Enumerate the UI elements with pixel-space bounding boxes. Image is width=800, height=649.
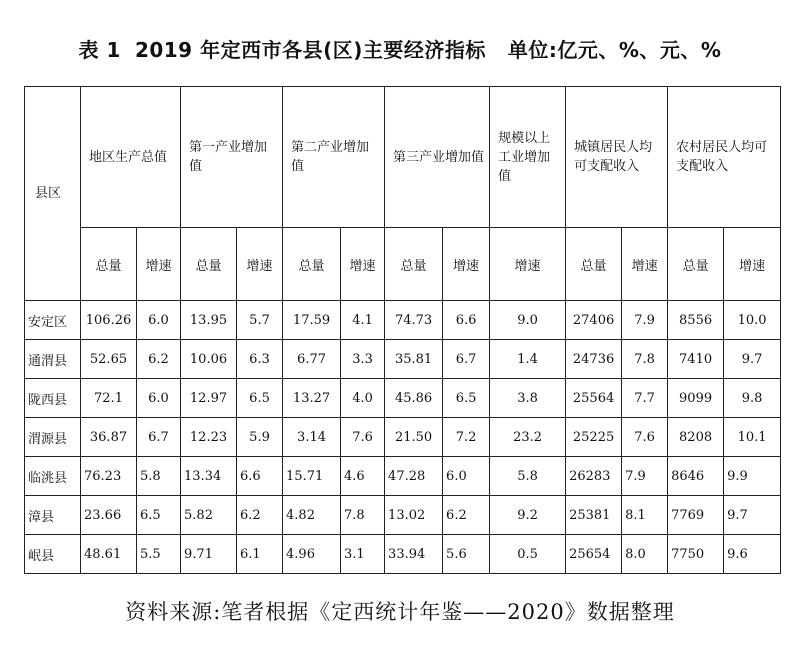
value-cell: 9.6 [724,535,781,574]
value-cell: 4.96 [283,535,341,574]
value-cell: 9.7 [724,496,781,535]
sub-header-total: 总量 [385,228,443,301]
value-cell: 3.3 [341,340,385,379]
value-cell: 7769 [668,496,724,535]
table-row [25,379,781,418]
value-cell: 7.9 [622,301,668,340]
value-cell: 9.8 [724,379,781,418]
header-row-sub [25,228,781,301]
value-cell: 6.3 [237,340,283,379]
value-cell: 15.71 [283,457,341,496]
value-cell: 36.87 [81,418,137,457]
value-cell: 45.86 [385,379,443,418]
value-cell: 6.5 [443,379,490,418]
value-cell: 7.6 [341,418,385,457]
value-cell: 13.34 [181,457,237,496]
table-row [25,496,781,535]
value-cell: 12.97 [181,379,237,418]
header-row-groups [25,87,781,228]
value-cell: 9.71 [181,535,237,574]
sub-header-growth: 增速 [137,228,181,301]
value-cell: 6.2 [443,496,490,535]
value-cell: 1.4 [490,340,566,379]
county-cell: 陇西县 [25,379,81,418]
value-cell: 9.0 [490,301,566,340]
value-cell: 25564 [566,379,622,418]
value-cell: 6.2 [237,496,283,535]
value-cell: 35.81 [385,340,443,379]
value-cell: 3.14 [283,418,341,457]
table-number: 表 1 [78,38,121,62]
value-cell: 10.06 [181,340,237,379]
economic-indicators-table [24,86,781,574]
value-cell: 8208 [668,418,724,457]
value-cell: 7.8 [341,496,385,535]
value-cell: 17.59 [283,301,341,340]
value-cell: 9.2 [490,496,566,535]
group-header-rural-income: 农村居民人均可支配收入 [668,87,781,228]
value-cell: 6.7 [443,340,490,379]
value-cell: 27406 [566,301,622,340]
value-cell: 4.6 [341,457,385,496]
county-cell: 岷县 [25,535,81,574]
group-header-gdp: 地区生产总值 [81,87,181,228]
value-cell: 8646 [668,457,724,496]
table-title [0,34,800,63]
county-cell: 漳县 [25,496,81,535]
county-cell: 安定区 [25,301,81,340]
value-cell: 6.0 [443,457,490,496]
value-cell: 5.7 [237,301,283,340]
sub-header-growth: 增速 [622,228,668,301]
sub-header-growth: 增速 [443,228,490,301]
sub-header-total: 总量 [668,228,724,301]
group-header-tertiary: 第三产业增加值 [385,87,490,228]
value-cell: 4.0 [341,379,385,418]
value-cell: 7410 [668,340,724,379]
sub-header-growth: 增速 [341,228,385,301]
value-cell: 7.6 [622,418,668,457]
value-cell: 4.1 [341,301,385,340]
value-cell: 5.6 [443,535,490,574]
county-cell: 渭源县 [25,418,81,457]
value-cell: 6.7 [137,418,181,457]
table-body [25,301,781,574]
value-cell: 13.02 [385,496,443,535]
sub-header-growth: 增速 [490,228,566,301]
group-header-primary: 第一产业增加值 [181,87,283,228]
value-cell: 13.95 [181,301,237,340]
source-note: 资料来源:笔者根据《定西统计年鉴——2020》数据整理 [125,600,675,624]
value-cell: 76.23 [81,457,137,496]
value-cell: 33.94 [385,535,443,574]
value-cell: 7.8 [622,340,668,379]
value-cell: 5.8 [490,457,566,496]
value-cell: 7.9 [622,457,668,496]
sub-header-total: 总量 [181,228,237,301]
value-cell: 23.2 [490,418,566,457]
value-cell: 26283 [566,457,622,496]
value-cell: 25381 [566,496,622,535]
group-header-secondary: 第二产业增加值 [283,87,385,228]
value-cell: 23.66 [81,496,137,535]
value-cell: 25225 [566,418,622,457]
value-cell: 8556 [668,301,724,340]
value-cell: 4.82 [283,496,341,535]
sub-header-growth: 增速 [724,228,781,301]
table-row [25,535,781,574]
value-cell: 10.0 [724,301,781,340]
value-cell: 6.0 [137,379,181,418]
value-cell: 6.5 [237,379,283,418]
value-cell: 72.1 [81,379,137,418]
value-cell: 5.8 [137,457,181,496]
table-unit: 单位:亿元、%、元、% [507,38,722,62]
value-cell: 6.2 [137,340,181,379]
value-cell: 7750 [668,535,724,574]
value-cell: 8.1 [622,496,668,535]
value-cell: 13.27 [283,379,341,418]
county-cell: 临洮县 [25,457,81,496]
value-cell: 6.1 [237,535,283,574]
value-cell: 9.7 [724,340,781,379]
value-cell: 12.23 [181,418,237,457]
value-cell: 10.1 [724,418,781,457]
value-cell: 5.82 [181,496,237,535]
value-cell: 7.7 [622,379,668,418]
value-cell: 5.5 [137,535,181,574]
table-row [25,340,781,379]
group-header-urban-income: 城镇居民人均可支配收入 [566,87,668,228]
sub-header-total: 总量 [283,228,341,301]
table-row [25,418,781,457]
value-cell: 7.2 [443,418,490,457]
value-cell: 47.28 [385,457,443,496]
group-header-industrial: 规模以上工业增加值 [490,87,566,228]
value-cell: 9099 [668,379,724,418]
value-cell: 74.73 [385,301,443,340]
value-cell: 8.0 [622,535,668,574]
value-cell: 52.65 [81,340,137,379]
value-cell: 106.26 [81,301,137,340]
value-cell: 6.6 [443,301,490,340]
table-title-text: 2019 年定西市各县(区)主要经济指标 [134,38,486,62]
value-cell: 48.61 [81,535,137,574]
value-cell: 5.9 [237,418,283,457]
value-cell: 24736 [566,340,622,379]
table-row [25,457,781,496]
sub-header-growth: 增速 [237,228,283,301]
value-cell: 6.77 [283,340,341,379]
value-cell: 6.6 [237,457,283,496]
value-cell: 9.9 [724,457,781,496]
county-cell: 通渭县 [25,340,81,379]
sub-header-total: 总量 [566,228,622,301]
county-header: 县区 [25,87,81,301]
sub-header-total: 总量 [81,228,137,301]
value-cell: 21.50 [385,418,443,457]
value-cell: 0.5 [490,535,566,574]
value-cell: 6.0 [137,301,181,340]
value-cell: 6.5 [137,496,181,535]
value-cell: 3.1 [341,535,385,574]
value-cell: 3.8 [490,379,566,418]
table-row [25,301,781,340]
value-cell: 25654 [566,535,622,574]
